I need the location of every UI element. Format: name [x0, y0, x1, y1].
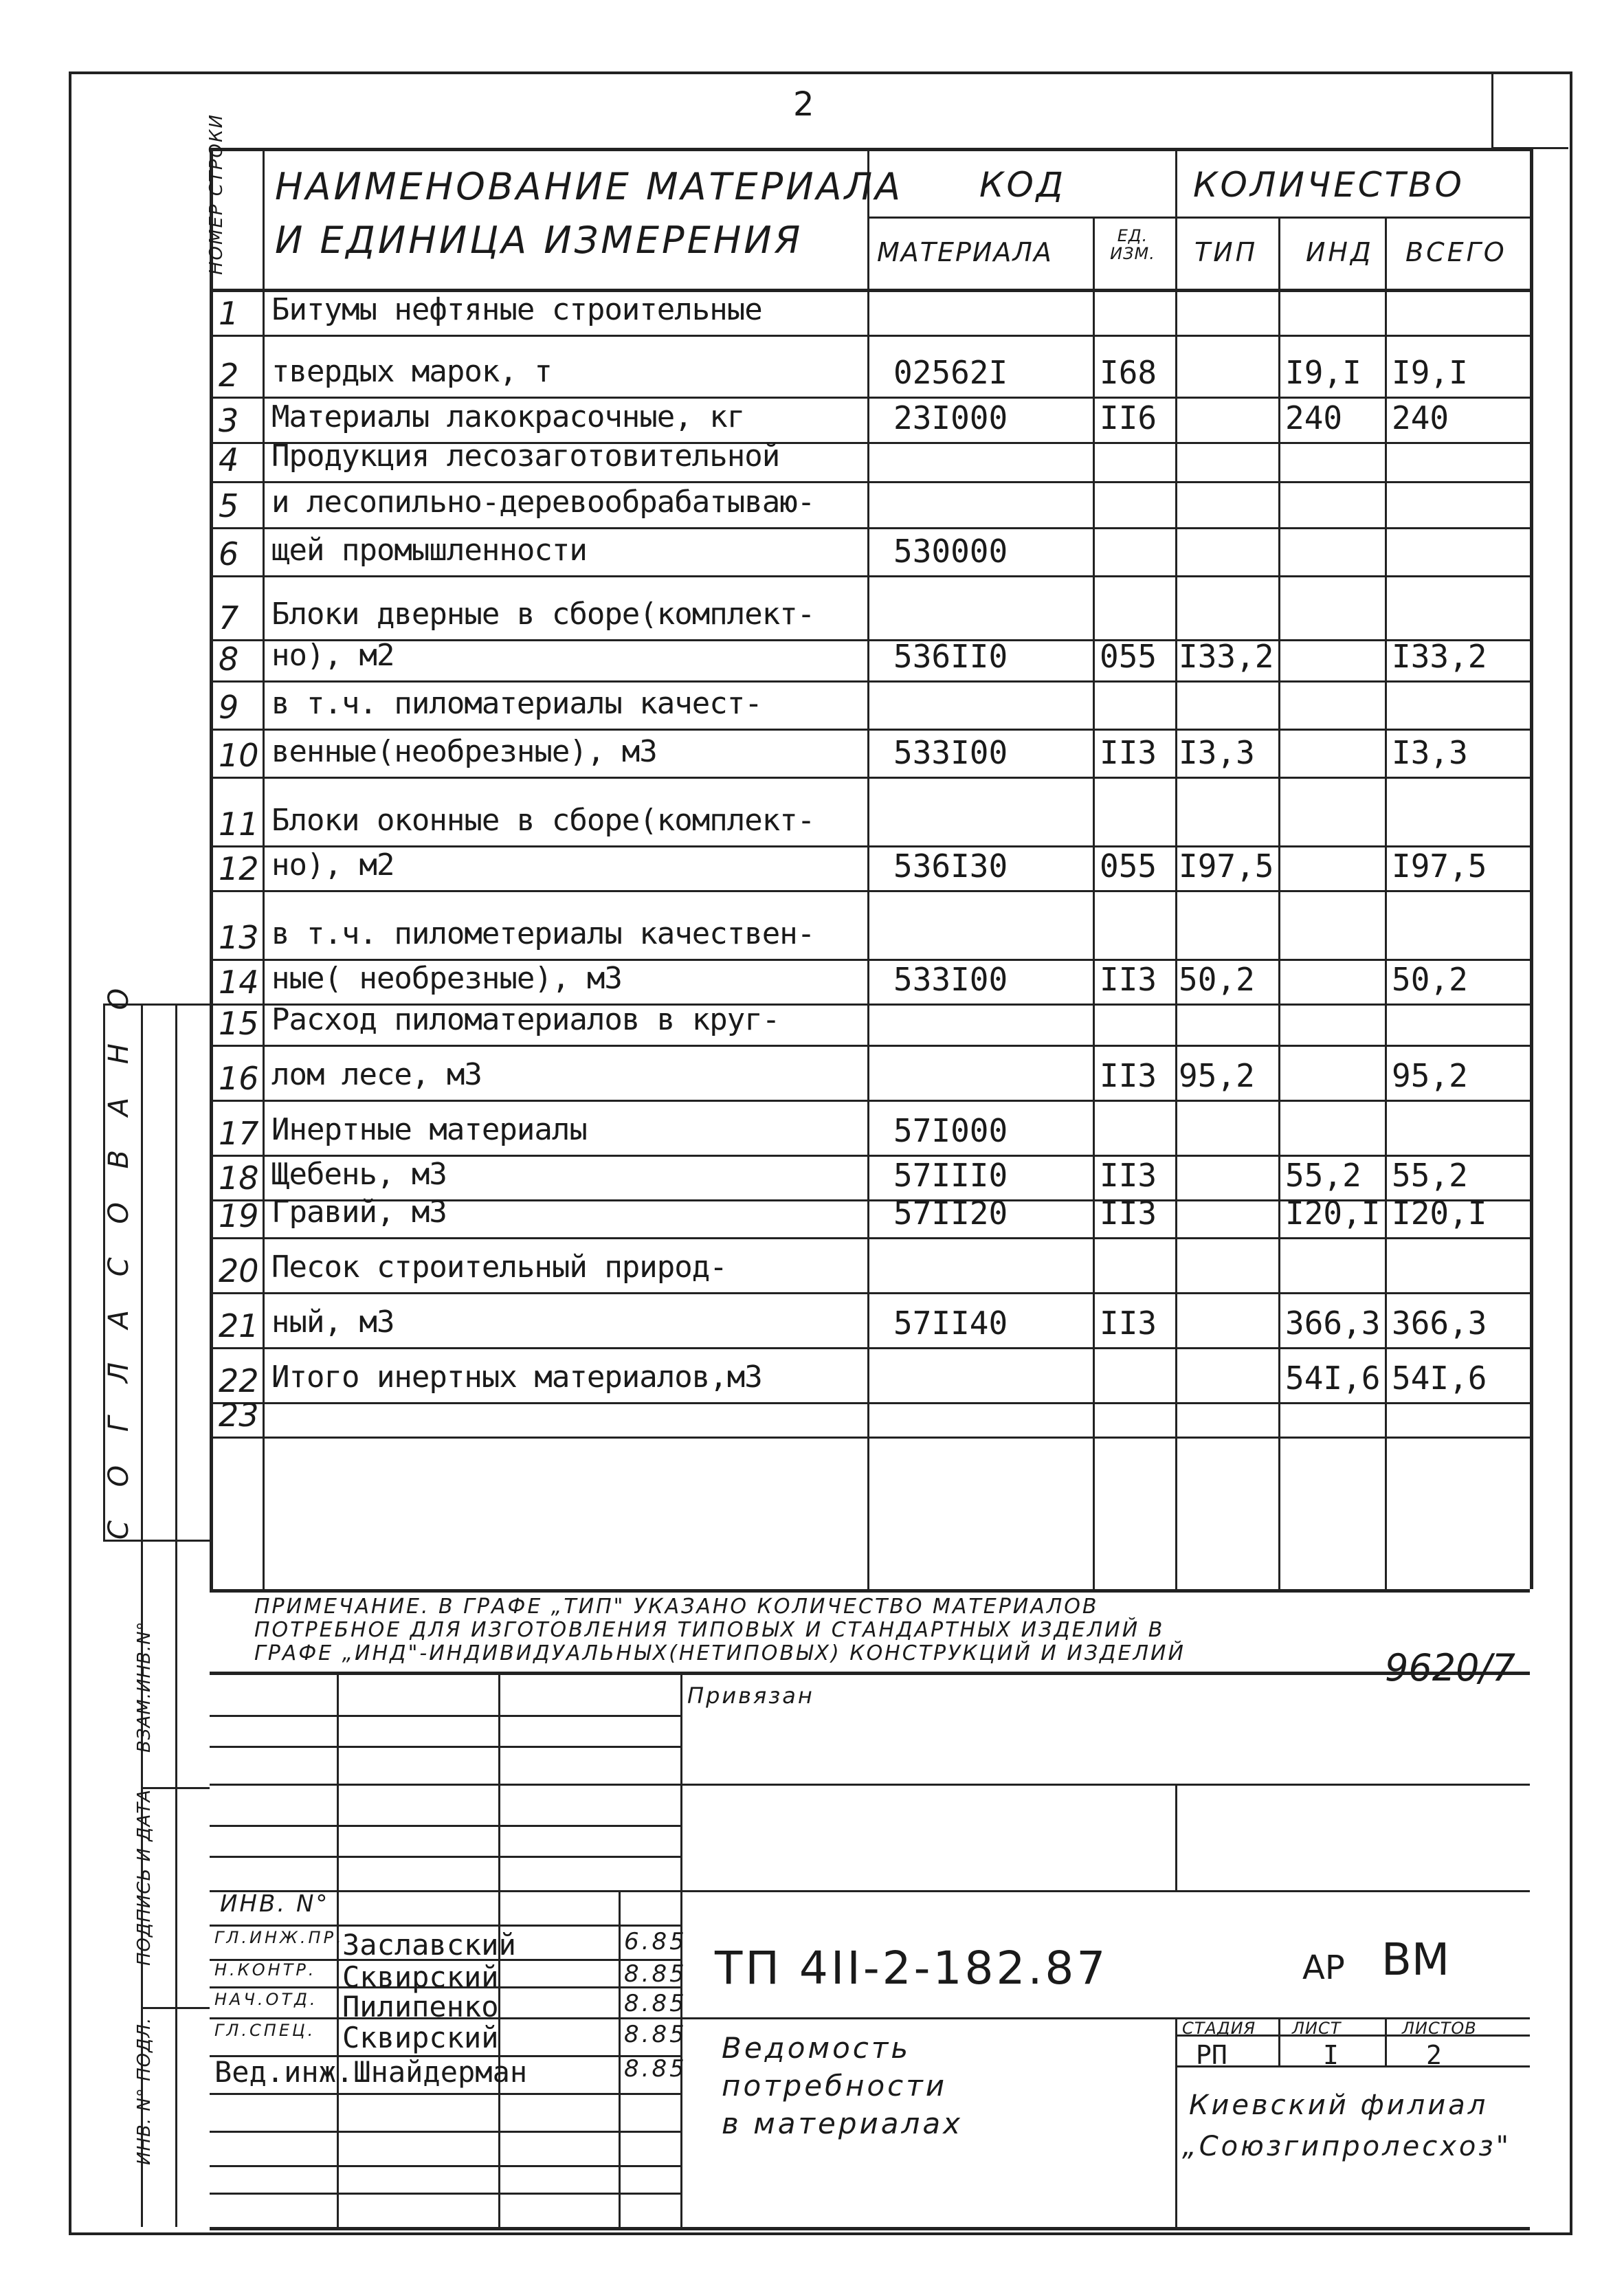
stamp-line — [210, 1856, 680, 1858]
privyazan-label: Привязан — [687, 1683, 814, 1709]
row-number: 3 — [219, 402, 239, 439]
signer-name: Сквирский — [342, 1960, 499, 1994]
signer-name: Заславский — [342, 1928, 516, 1962]
cell-tip: 50,2 — [1179, 961, 1255, 998]
cell-total: I3,3 — [1392, 734, 1468, 771]
cell-code: 57I000 — [893, 1112, 1008, 1149]
header-quantity: КОЛИЧЕСТВО — [1193, 165, 1465, 205]
column-line — [263, 148, 265, 1589]
row-number: 17 — [219, 1115, 259, 1152]
title-line1: Ведомость — [722, 2031, 911, 2065]
header-qty-total: ВСЕГО — [1405, 237, 1507, 267]
cell-tip: I33,2 — [1179, 638, 1274, 675]
side-strip-line — [141, 2007, 210, 2009]
cell-total: 366,3 — [1392, 1305, 1487, 1342]
cell-name: Инертные материалы — [271, 1112, 587, 1147]
row-line — [210, 777, 1530, 779]
cell-name: и лесопильно-деревообрабатываю- — [271, 485, 815, 520]
cell-unit: II3 — [1100, 1305, 1157, 1342]
table-border — [210, 148, 213, 1589]
cell-ind: 366,3 — [1285, 1305, 1381, 1342]
cell-name: щей промышленности — [271, 533, 587, 568]
row-line — [210, 1437, 1530, 1439]
sheets-label: ЛИСТОВ — [1402, 2019, 1477, 2038]
cell-code: 57II20 — [893, 1195, 1008, 1232]
header-code-unit: ЕД. ИЗМ. — [1110, 226, 1155, 264]
cell-ind: I9,I — [1285, 354, 1361, 391]
column-line — [1175, 148, 1177, 1589]
header-divider — [867, 217, 1530, 219]
table-bottom — [210, 1589, 1530, 1593]
cell-name: Щебень, м3 — [271, 1157, 447, 1192]
row-line — [210, 575, 1530, 577]
cell-unit: II3 — [1100, 1195, 1157, 1232]
cell-total: 240 — [1392, 399, 1449, 436]
vzam-inv-label: ВЗАМ.ИНВ.N° — [134, 1621, 155, 1753]
cell-name: ный, м3 — [271, 1305, 394, 1340]
stamp-line — [210, 2093, 680, 2095]
cell-code: 57III0 — [893, 1157, 1008, 1194]
cell-total: 54I,6 — [1392, 1360, 1487, 1397]
page-number: 2 — [793, 85, 814, 124]
cell-name: но), м2 — [271, 847, 394, 883]
stamp-column — [1175, 1784, 1177, 1890]
row-number: 10 — [219, 737, 259, 774]
cell-code: 530000 — [893, 533, 1008, 570]
stamp-line — [210, 1715, 680, 1717]
row-number: 15 — [219, 1005, 259, 1042]
cell-code: 536II0 — [893, 638, 1008, 675]
cell-ind: I20,I — [1285, 1195, 1381, 1232]
signer-date: 8.85 — [624, 1990, 687, 2017]
cell-name: в т.ч. пиломатериалы качест- — [271, 686, 762, 721]
sheet-value: I — [1323, 2040, 1339, 2070]
cell-name: Блоки оконные в сборе(комплект- — [271, 803, 815, 838]
signer-name: Сквирский — [342, 2021, 499, 2054]
stamp-column — [337, 1672, 339, 2228]
stamp-column — [1385, 2017, 1387, 2065]
cell-name: Блоки дверные в сборе(комплект- — [271, 597, 815, 632]
cell-total: I9,I — [1392, 354, 1468, 391]
signer-name: Вед.инж.Шнайдерман — [214, 2055, 528, 2089]
stamp-top — [210, 1672, 1530, 1675]
signer-role: ГЛ.СПЕЦ. — [214, 2021, 316, 2040]
cell-tip: I3,3 — [1179, 734, 1255, 771]
stamp-line — [680, 1784, 1530, 1786]
section-code: АР — [1302, 1949, 1345, 1987]
stamp-line — [210, 2193, 680, 2195]
row-line — [210, 729, 1530, 731]
cell-name: в т.ч. пилометериалы качествен- — [271, 916, 815, 951]
stamp-bottom — [210, 2227, 1530, 2230]
cell-name: Гравий, м3 — [271, 1195, 447, 1230]
column-line — [867, 148, 869, 1589]
cell-name: ные( необрезные), м3 — [271, 961, 622, 996]
cell-code: 23I000 — [893, 399, 1008, 436]
signer-role: Н.КОНТР. — [214, 1960, 317, 1980]
stage-value: РП — [1196, 2040, 1227, 2070]
row-line — [210, 335, 1530, 337]
row-number: 23 — [219, 1397, 259, 1434]
row-line — [210, 527, 1530, 529]
org-line2: „Союзгипролесхоз" — [1182, 2131, 1512, 2162]
cell-tip: 95,2 — [1179, 1057, 1255, 1094]
cell-name: Материалы лакокрасочные, кг — [271, 399, 745, 434]
row-number: 18 — [219, 1160, 259, 1197]
row-number: 8 — [219, 641, 239, 678]
cell-name: Битумы нефтяные строительные — [271, 292, 762, 327]
row-number: 13 — [219, 919, 259, 956]
cell-ind: 55,2 — [1285, 1157, 1361, 1194]
row-number: 11 — [219, 806, 259, 843]
table-border — [210, 148, 1530, 151]
note-line1: ПРИМЕЧАНИЕ. В ГРАФЕ „ТИП" УКАЗАНО КОЛИЧЕСТВО МАТЕРИАЛОВ — [254, 1595, 1099, 1619]
cell-name: лом лесе, м3 — [271, 1057, 482, 1092]
stamp-line — [1175, 2065, 1530, 2067]
column-line — [1385, 217, 1387, 1589]
cell-code: 533I00 — [893, 734, 1008, 771]
stamp-line — [210, 1784, 680, 1786]
cell-total: I20,I — [1392, 1195, 1487, 1232]
stamp-line — [210, 1890, 1530, 1892]
note-line2: ПОТРЕБНОЕ ДЛЯ ИЗГОТОВЛЕНИЯ ТИПОВЫХ И СТАНДАРТНЫХ ИЗДЕЛИЙ В — [254, 1618, 1165, 1642]
row-number: 12 — [219, 850, 259, 887]
sheets-value: 2 — [1426, 2040, 1442, 2070]
signer-name: Пилипенко — [342, 1990, 499, 2023]
stamp-line — [210, 1825, 680, 1827]
cell-unit: 055 — [1100, 847, 1157, 885]
row-line — [210, 1045, 1530, 1047]
cell-total: I97,5 — [1392, 847, 1487, 885]
header-qty-ind: ИНД — [1306, 237, 1374, 267]
cell-name: но), м2 — [271, 638, 394, 673]
title-line2: потребности — [722, 2069, 948, 2103]
cell-unit: II3 — [1100, 1057, 1157, 1094]
stamp-column — [1278, 2017, 1280, 2065]
mark-code: ВМ — [1381, 1935, 1450, 1986]
cell-code: 57II40 — [893, 1305, 1008, 1342]
column-line — [1278, 217, 1280, 1589]
cell-name: Расход пиломатериалов в круг- — [271, 1002, 780, 1037]
signer-date: 8.85 — [624, 1960, 687, 1988]
cell-name: твердых марок, т — [271, 354, 552, 389]
row-line — [210, 481, 1530, 483]
header-row-number: НОМЕР СТРОКИ — [206, 113, 227, 275]
row-line — [210, 397, 1530, 399]
side-strip-line — [175, 1004, 177, 2227]
agreed-label: С О Г Л А С О В А Н О — [103, 975, 135, 1540]
stamp-column — [1175, 2017, 1177, 2227]
document-number: 9620/7 — [1385, 1646, 1515, 1689]
table-border — [1530, 148, 1533, 1589]
cell-code: 533I00 — [893, 961, 1008, 998]
sign-date-label: ПОДПИСЬ И ДАТА — [134, 1788, 155, 1966]
row-number: 22 — [219, 1362, 259, 1399]
inv-no-label: ИНВ. N° — [220, 1890, 330, 1918]
cell-code: 536I30 — [893, 847, 1008, 885]
inv-podl-label: ИНВ. N° ПОДЛ. — [134, 2017, 155, 2165]
row-number: 5 — [219, 487, 239, 524]
cell-name: Песок строительный природ- — [271, 1250, 727, 1285]
row-line — [210, 639, 1530, 641]
row-number: 20 — [219, 1252, 259, 1289]
stage-label: СТАДИЯ — [1182, 2019, 1256, 2038]
header-name-line1: НАИМЕНОВАНИЕ МАТЕРИАЛА — [275, 165, 904, 208]
side-strip-line — [103, 1540, 210, 1542]
row-number: 6 — [219, 535, 239, 573]
row-number: 16 — [219, 1060, 259, 1097]
stamp-line — [210, 1746, 680, 1748]
cell-name: венные(необрезные), м3 — [271, 734, 657, 769]
row-line — [210, 845, 1530, 847]
cell-unit: II6 — [1100, 399, 1157, 436]
row-line — [210, 1237, 1530, 1239]
row-number: 1 — [219, 295, 239, 332]
row-line — [210, 1402, 1530, 1404]
note-line3: ГРАФЕ „ИНД"-ИНДИВИДУАЛЬНЫХ(НЕТИПОВЫХ) КОНСТРУКЦИЙ И ИЗДЕЛИЙ — [254, 1641, 1186, 1665]
cell-name: Продукция лесозаготовительной — [271, 439, 780, 474]
project-code: ТП 4II-2-182.87 — [715, 1942, 1109, 1995]
cell-total: 50,2 — [1392, 961, 1468, 998]
signer-role: НАЧ.ОТД. — [214, 1990, 318, 2009]
row-line — [210, 680, 1530, 683]
org-line1: Киевский филиал — [1189, 2089, 1489, 2121]
cell-unit: II3 — [1100, 1157, 1157, 1194]
title-line3: в материалах — [722, 2107, 963, 2140]
header-qty-type: ТИП — [1194, 237, 1258, 267]
stamp-line — [210, 2131, 680, 2133]
cell-total: I33,2 — [1392, 638, 1487, 675]
header-code: КОД — [979, 165, 1066, 205]
signer-date: 8.85 — [624, 2055, 687, 2083]
signer-date: 8.85 — [624, 2021, 687, 2048]
row-number: 14 — [219, 964, 259, 1001]
stamp-column — [619, 1890, 621, 2227]
stamp-line — [210, 1925, 680, 1927]
corner-line — [1491, 71, 1493, 148]
row-number: 4 — [219, 441, 239, 478]
header-code-material: МАТЕРИАЛА — [877, 237, 1053, 267]
cell-total: 55,2 — [1392, 1157, 1468, 1194]
row-line — [210, 890, 1530, 892]
row-number: 9 — [219, 689, 239, 726]
cell-total: 95,2 — [1392, 1057, 1468, 1094]
row-line — [210, 1292, 1530, 1294]
cell-unit: 055 — [1100, 638, 1157, 675]
cell-unit: I68 — [1100, 354, 1157, 391]
cell-name: Итого инертных материалов,м3 — [271, 1360, 762, 1395]
sheet-label: ЛИСТ — [1292, 2019, 1342, 2038]
cell-unit: II3 — [1100, 734, 1157, 771]
row-number: 19 — [219, 1197, 259, 1234]
row-number: 2 — [219, 357, 239, 394]
row-number: 21 — [219, 1307, 259, 1344]
row-line — [210, 1100, 1530, 1102]
row-number: 7 — [219, 599, 239, 636]
signer-date: 6.85 — [624, 1928, 687, 1955]
cell-unit: II3 — [1100, 961, 1157, 998]
cell-tip: I97,5 — [1179, 847, 1274, 885]
stamp-line — [210, 2165, 680, 2167]
cell-ind: 240 — [1285, 399, 1343, 436]
header-name-line2: И ЕДИНИЦА ИЗМЕРЕНИЯ — [275, 219, 803, 262]
cell-ind: 54I,6 — [1285, 1360, 1381, 1397]
column-line — [1093, 217, 1095, 1589]
signer-role: ГЛ.ИНЖ.ПР. — [214, 1928, 344, 1947]
cell-code: 02562I — [893, 354, 1008, 391]
row-line — [210, 1347, 1530, 1349]
